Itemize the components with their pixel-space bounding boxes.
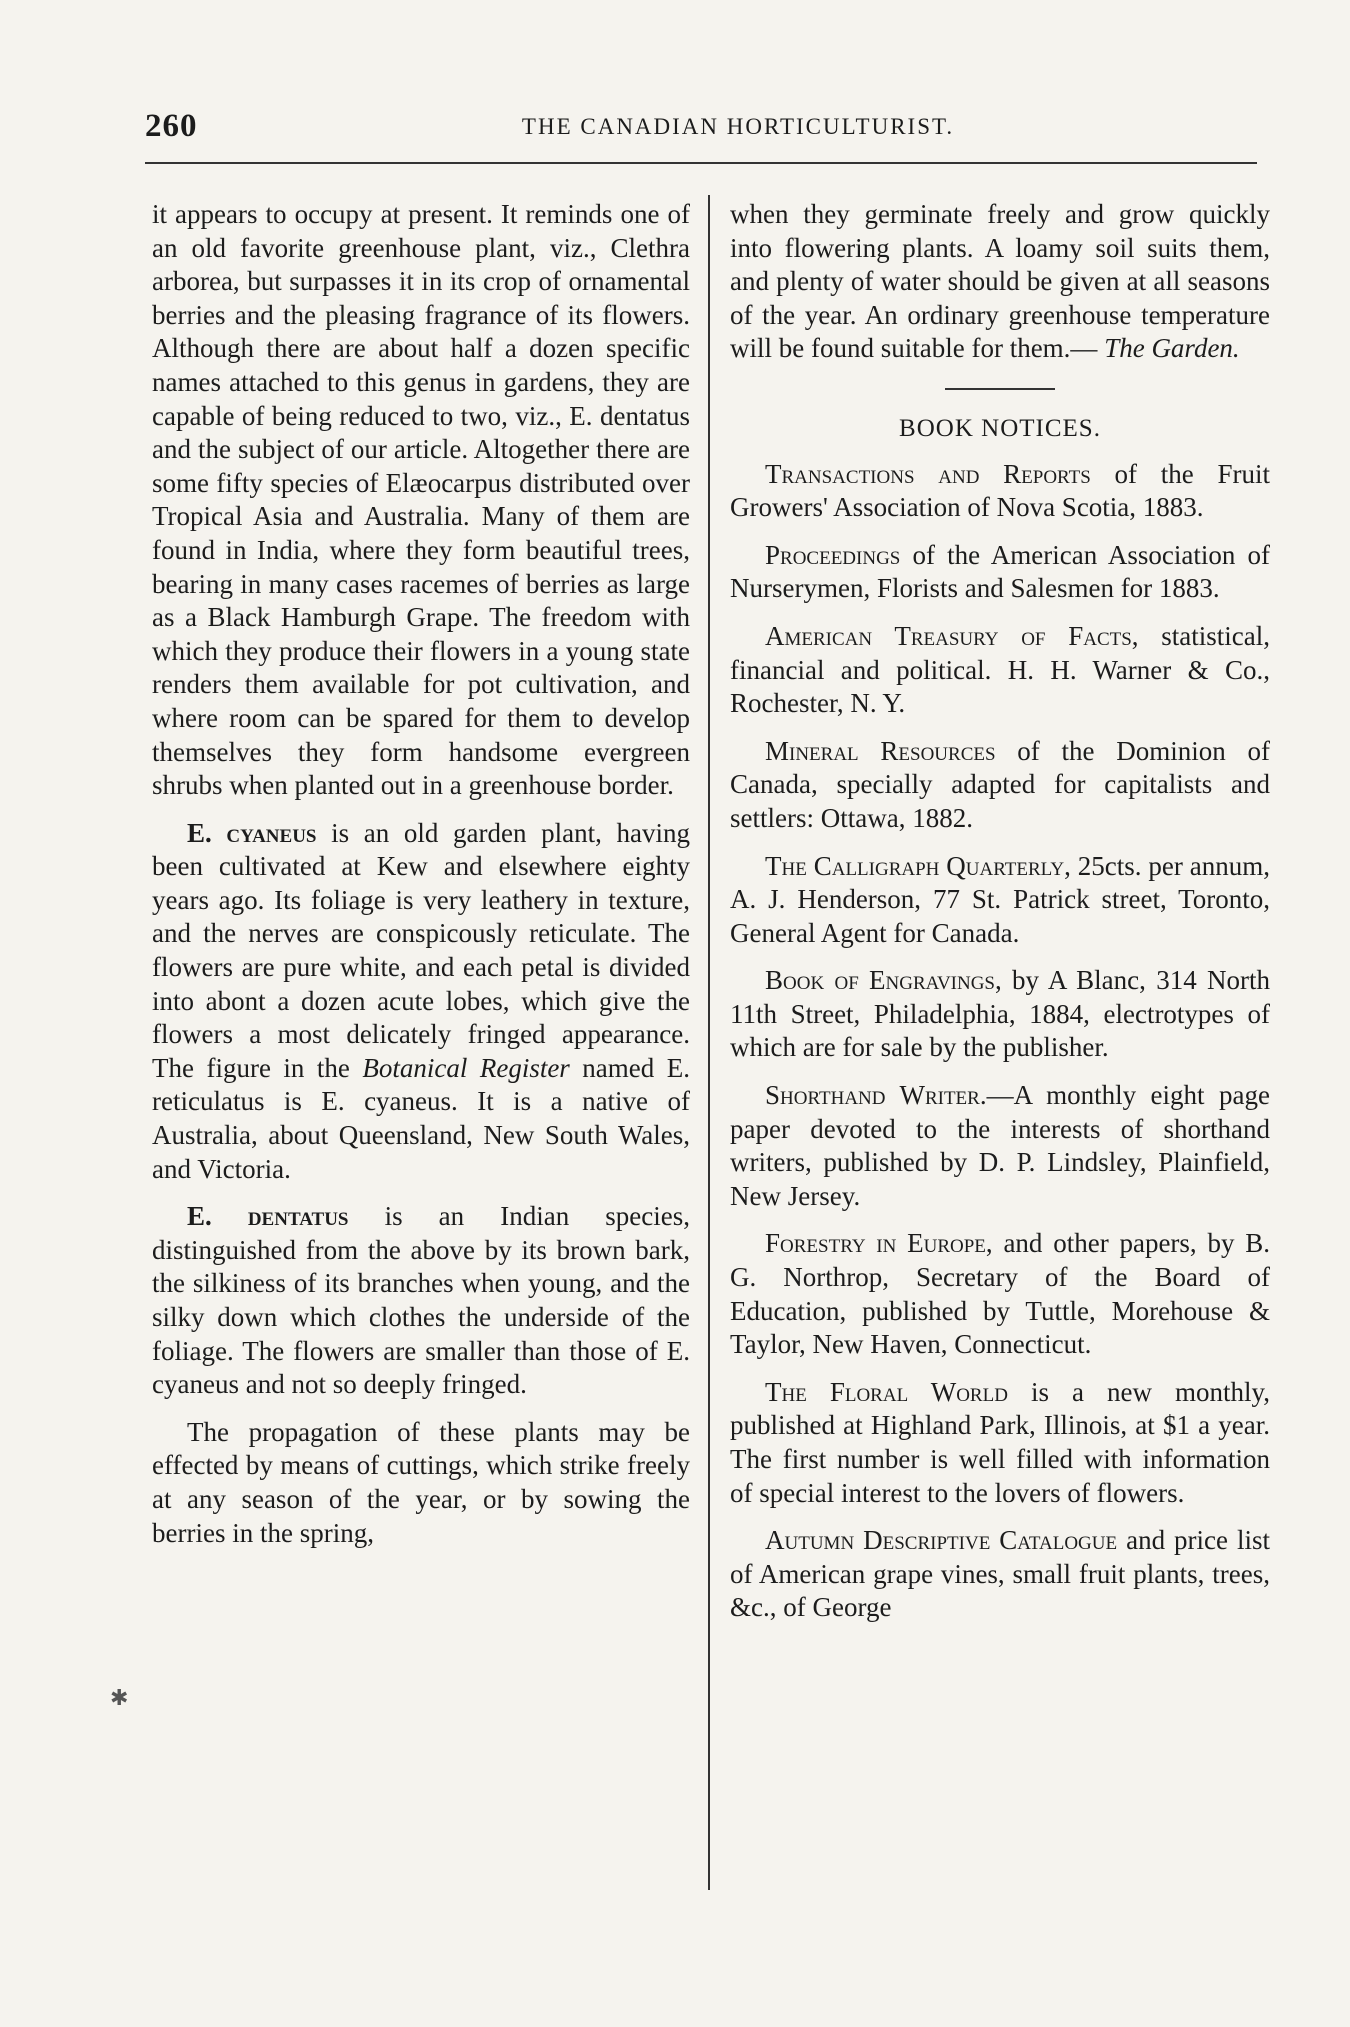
left-paragraph-3 bbox=[152, 1200, 690, 1402]
book-notice-text: of the Fruit Growers' Association of Nova Scotia, 1883. bbox=[730, 458, 1270, 523]
book-notice-item bbox=[730, 850, 1270, 951]
left-paragraph-2 bbox=[152, 817, 690, 1187]
book-notices-heading: BOOK NOTICES. bbox=[899, 414, 1101, 442]
source-citation: The Garden. bbox=[1104, 333, 1240, 364]
species-name-cyaneus: E. cyaneus bbox=[187, 817, 317, 848]
book-notice-text: 25cts. per annum, A. J. Henderson, 77 St. Patrick street, Toronto, General Agent for Canada. bbox=[730, 850, 1271, 948]
book-notice-text: and price list of American grape vines, small fruit plants, trees, &c., of George bbox=[730, 1525, 1270, 1623]
margin-mark-icon: ✱ bbox=[110, 1685, 129, 1710]
left-paragraph-2-text-a: is an old garden plant, having been cultivated at Kew and elsewhere eighty years ago. Its foliage is very leathery in texture, and the nerves are conspicously reticulate. The flowers are pure white, and each petal is divided into abont a dozen acute lobes, which give the flowers a most delicately fringed appearance. The figure in the bbox=[152, 817, 690, 1083]
left-paragraph-1 bbox=[152, 198, 690, 803]
book-notice-title: Mineral Resources bbox=[765, 735, 996, 766]
book-notice-item bbox=[730, 1079, 1270, 1213]
book-notice-title: American Treasury of Facts, bbox=[765, 620, 1139, 651]
book-notice-item bbox=[730, 458, 1270, 525]
book-notice-text: —A monthly eight page paper devoted to the interests of shorthand writers, published by D. P. Lindsley, Plainfield, New Jersey. bbox=[730, 1080, 1270, 1211]
book-notice-title: Shorthand Writer. bbox=[765, 1080, 987, 1111]
right-column bbox=[730, 198, 1270, 1625]
book-notice-item bbox=[730, 964, 1270, 1065]
page-number: 260 bbox=[145, 108, 198, 144]
book-notice-title: Autumn Descriptive Catalogue bbox=[765, 1525, 1118, 1556]
book-notice-title: Proceedings bbox=[765, 539, 901, 570]
left-paragraph-3-text: is an Indian species, distinguished from the above by its brown bark, the silkiness of its branches when young, and the silky down which clothes the underside of the foliage. The flowers are smaller than those of E. cyaneus and not so deeply fringed. bbox=[152, 1201, 690, 1400]
book-notice-title: Book of Engravings, bbox=[765, 965, 1002, 996]
running-title: THE CANADIAN HORTICULTURIST. bbox=[521, 114, 955, 139]
botanical-register-title: Botanical Register bbox=[362, 1052, 570, 1083]
book-notice-item bbox=[730, 539, 1270, 606]
book-notice-text: statistical, financial and political. H. H. Warner & Co., Rochester, N. Y. bbox=[730, 620, 1270, 719]
column-divider bbox=[708, 195, 710, 1890]
right-paragraph-1-text: when they germinate freely and grow quickly into flowering plants. A loamy soil suits them, and plenty of water should be given at all seasons of the year. An ordinary greenhouse temperature will be found suitable for them.— bbox=[730, 199, 1270, 364]
book-notice-title: The Calligraph Quarterly, bbox=[765, 850, 1071, 881]
book-notice-text: and other papers, by B. G. Northrop, Secretary of the Board of Education, published by Tuttle, Morehouse & Taylor, New Haven, Connecticut. bbox=[730, 1228, 1270, 1360]
book-notice-title: Transactions and Reports bbox=[765, 458, 1091, 489]
book-notice-text: is a new monthly, published at Highland Park, Illinois, at $1 a year. The first number is well filled with information of special interest to the lovers of flowers. bbox=[730, 1376, 1270, 1508]
book-notices-list bbox=[730, 458, 1270, 1625]
book-notice-item bbox=[730, 735, 1270, 836]
species-name-dentatus: E. dentatus bbox=[187, 1201, 349, 1232]
book-notice-title: Forestry in Europe, bbox=[765, 1228, 993, 1259]
book-notice-item bbox=[730, 1524, 1270, 1625]
section-rule bbox=[945, 388, 1055, 390]
book-notice-item bbox=[730, 1227, 1270, 1361]
book-notice-text: of the American Association of Nurserymen, Florists and Salesmen for 1883. bbox=[730, 539, 1270, 604]
left-column bbox=[152, 198, 690, 1550]
header-rule bbox=[145, 162, 1257, 164]
right-paragraph-1 bbox=[730, 198, 1270, 366]
book-notice-text: of the Dominion of Canada, specially adapted for capitalists and settlers: Ottawa, 1882. bbox=[730, 735, 1270, 833]
left-paragraph-4 bbox=[152, 1416, 690, 1550]
left-paragraph-4-text: The propagation of these plants may be effected by means of cuttings, which strike freely at any season of the year, or by sowing the berries in the spring, bbox=[152, 1416, 690, 1548]
book-notice-text: by A Blanc, 314 North 11th Street, Philadelphia, 1884, electrotypes of which are for sale by the publisher. bbox=[730, 965, 1270, 1063]
book-notice-title: The Floral World bbox=[765, 1376, 1008, 1407]
left-paragraph-2-text-b: named E. reticulatus is E. cyaneus. It is a native of Australia, about Queensland, New South Wales, and Victoria. bbox=[152, 1052, 691, 1184]
book-notice-item bbox=[730, 1376, 1270, 1510]
left-paragraph-1-text: it appears to occupy at present. It reminds one of an old favorite greenhouse plant, viz., Clethra arborea, but surpasses it in its crop of ornamental berries and the pleasing fragrance of its flowers. Although there are about half a dozen specific names attached to this genus in gardens, they are capable of being reduced to two, viz., E. dentatus and the subject of our article. Altogether there are some fifty species of Elæocarpus distributed over Tropical Asia and Australia. Many of them are found in India, where they form beautiful trees, bearing in many cases racemes of berries as large as a Black Hamburgh Grape. The freedom with which they produce their flowers in a young state renders them available for pot cultivation, and where room can be spared for them to develop themselves they form handsome evergreen shrubs when planted out in a greenhouse border. bbox=[152, 199, 690, 801]
book-notice-item bbox=[730, 620, 1270, 721]
